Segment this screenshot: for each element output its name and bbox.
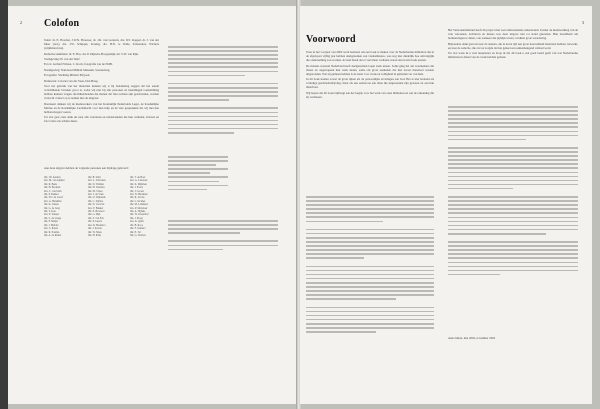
name-entry: dhr. R. Jacobs <box>130 196 145 200</box>
name-entry: dhr. J. Mulder <box>44 223 59 227</box>
name-entry: dhr. G. Wolters <box>130 233 146 237</box>
name-entry: dhr. J. Evers <box>130 186 143 190</box>
name-entry: dhr. M. Visser <box>88 189 103 193</box>
name-entry: dhr. G. de Jong <box>44 206 60 210</box>
intro-text: Tekst: dr. E. Boschet, J.W.N. Brouwer, dr. J.R. van Gorkom, drs. W.J. Kappel, dr. J. van der Meer (red.), drs. J.W. Schipper, Zondag, drs. H.N. te Velde, Schreuders, Wichers (wijkhistoricus). <box>44 38 159 51</box>
left-page-column-text <box>168 220 278 253</box>
name-entry: dhr. W. Oosterhof <box>130 213 149 217</box>
name-entry: dhr. J.P. Aalders <box>44 176 61 179</box>
name-entry: dhr. A. Nijhuis <box>130 210 146 214</box>
name-entry: mw. A. Hendriks <box>44 199 62 203</box>
body-text: In dit boek komen zowel de grote lijnen als de persoonlijke ervaringen aan bod. Het is niet bedoeld als volledige geschiedschrijving, maar als een eerbetoon aan allen die uitgezonden zijn geweest en aan hun thuisfront. <box>306 77 434 90</box>
name-entry: dhr. P. Geerts <box>88 220 102 224</box>
body-text: Daarnaast danken wij de medewerkers van het Koninklijk Nederlands Leger, de Koninklijke Marine en de Koninklijke Luchtmacht voor hun hulp en de vele gesprekken die wij met hen hebben mogen voeren. <box>44 101 159 114</box>
name-entry: dhr. N. van Zon <box>88 203 105 207</box>
name-entry: mw. L. Schouten <box>88 179 106 183</box>
name-entry: dhr. W.J. de Graaf <box>44 196 63 200</box>
names-intro: Aan deze uitgave hebben de volgende personen een bijdrage geleverd: <box>44 166 129 170</box>
name-entry: dhr. F. Meijer <box>44 220 59 224</box>
name-entry: dhr. A. de Ruiter <box>44 233 62 237</box>
body-text: Bijzondere dank gaat uit naar de auteurs, die in korte tijd een grote hoeveelheid materiaal hebben verwerkt, en naar de redactie, die ervoor zorgde dat het geheel een samenhangend verhaal werd. <box>448 41 578 50</box>
page-number-left: 2 <box>20 20 22 25</box>
name-entry: mw. A. Claassen <box>130 179 148 183</box>
name-entry: dhr. V. Groen <box>130 189 144 193</box>
colofon-heading: Colofon <box>44 18 80 29</box>
name-entry: mw. I. de Vries <box>88 193 104 197</box>
name-entry: dhr. P. Dekker <box>44 193 59 197</box>
name-entry: dhr. B. Smit <box>88 176 101 179</box>
name-entry: dhr. M. Lammers <box>130 203 149 207</box>
body-text: Tot slot wens ik u veel leesplezier en hoop ik dat dit boek u een goed beeld geeft van wat Nederlandse militairen in dienst van de vrede hebben gedaan. <box>448 51 578 60</box>
right-page <box>300 6 592 404</box>
intro-text: Naamgeving: Nationaal Militair Museum, Soesterberg. <box>44 67 111 72</box>
book-edge <box>0 0 8 409</box>
name-entry: dhr. H. Bosman <box>44 186 61 190</box>
name-entry: dhr. L. de Lange <box>44 216 62 220</box>
body-text: Voor het gebruik van het materiaal kunnen wij u bij benadering zeggen dat het aantal verschillende bronnen groot is, zodat wij niet bij alle personen en instellingen toestemming hebben kunnen vragen. Rechthebbenden die menen dat hun rechten zijn geschonden, worden verzocht contact op te nemen met de uitgever. <box>44 84 159 101</box>
name-entry: dhr. E. Brouwer <box>88 210 105 214</box>
left-page-column-text <box>168 46 278 136</box>
address-block <box>168 156 278 193</box>
name-entry: dhr. O. Wijnands <box>88 196 106 200</box>
name-entry: dhr. J. Koster <box>88 227 102 231</box>
voorwoord-column-1-continued <box>306 196 434 335</box>
name-entry: dhr. J. Ploeg <box>130 216 143 220</box>
body-text: Toen in het voorjaar van 2002 werd besloten om een boek te maken over de Nederlandse militairen die in de afgelopen vijftig jaar hebben deelgenomen aan vredesmissies, was nog niet duidelijk hoe omvangrijk die onderneming zou worden. Al snel bleek dat er veel meer verhalen waren dan in één boek passen. <box>306 50 434 63</box>
names-column <box>130 176 170 237</box>
voorwoord-column-1 <box>306 50 434 100</box>
voorwoord-heading: Voorwoord <box>306 34 356 45</box>
name-entry: mw. Y. Bakker <box>88 206 104 210</box>
intro-text: Redactiecommissie: dr. E. Bos, drs. P. Dijkstra-Hoogendijk, mr. S.W. van Rijn. <box>44 51 139 56</box>
voorwoord-column-2-continued <box>448 106 578 278</box>
name-entry: dhr. E. Tol <box>130 230 141 234</box>
name-entry: dhr. W. Maas <box>88 230 102 234</box>
name-entry: mw. N. Hermans <box>130 193 148 197</box>
name-entry: dhr. H. Veenstra <box>88 186 105 190</box>
name-entry: dhr. R. Postma <box>44 230 60 234</box>
name-entry: mw. R. Hoekstra <box>88 223 106 227</box>
names-column <box>44 176 86 237</box>
body-text: De missies waaraan Nederland heeft deelgenomen lopen sterk uiteen. Soms ging het om waarnemers die alleen en ongewapend hun werk deden, soms om grote eenheden die met zwaar materieel werden uitgezonden. Wat zij gemeen hebben is de inzet voor vrede en veiligheid in gebieden ver van huis. <box>306 63 434 76</box>
name-entry: dhr. C. Zijlstra <box>88 199 104 203</box>
name-entry: mw. M. van Alphen <box>44 179 65 183</box>
name-entry: dhr. G. Dijk <box>88 213 101 217</box>
name-entry: dhr. S. van Eck <box>88 216 104 220</box>
intro-text: Foto's: Archief NOAA, C. Koch, fotografie van de NOB. <box>44 62 113 67</box>
left-page <box>8 6 298 404</box>
name-entry: mw. C. van Dam <box>44 189 62 193</box>
name-entry: dhr. T. de Boer <box>130 176 146 179</box>
colofon-intro <box>44 38 159 125</box>
name-entry: dhr. T. Kok <box>44 210 56 214</box>
name-entry: dhr. B. Roos <box>130 223 143 227</box>
intro-text: Drukwerk: Coloriet van der Veen, Den Haag. <box>44 78 99 83</box>
voorwoord-column-2 <box>448 28 578 61</box>
body-text: Het Veteraneninstituut heeft dit project met veel enthousiasme ondersteund. Zonder de medewerking van de vele veteranen, archieven en musea was deze uitgave niet tot stand gekomen. Hun bereidheid om herinneringen te delen, ook wanneer die pijnlijk waren, verdient grote waardering. <box>448 28 578 41</box>
names-column <box>88 176 130 237</box>
name-entry: dhr. F. Sanders <box>130 227 146 231</box>
name-entry: dhr. K. Jansen <box>44 203 59 207</box>
signature: Anna Marsi, mei 2002, november 2002 <box>448 336 496 340</box>
name-entry: mw. S. Peters <box>44 227 59 231</box>
page-number-right: 3 <box>582 20 584 25</box>
name-entry: mw. K. Quist <box>130 220 144 224</box>
name-entry: dhr. H. Prins <box>88 233 102 237</box>
name-entry: dhr. K. Dijkman <box>130 182 147 186</box>
body-text: Tot slot gaat onze dank uit naar alle veteranen en nabestaanden die hun verhalen, brieven en foto's met ons wilden delen. <box>44 115 159 124</box>
name-entry: dhr. R. Beek <box>44 182 57 186</box>
body-text: Wij hopen dat dit boek bijdraagt aan het begrip voor het werk van onze militairen en aan de erkenning die zij verdienen. <box>306 90 434 99</box>
name-entry: dhr. D. Timmer <box>88 182 104 186</box>
name-entry: mw. E. Kuiper <box>44 213 60 217</box>
name-entry: mw. P. Molenaar <box>130 206 148 210</box>
intro-text: Fotografie: Stichting Militair Erfgoed. <box>44 73 90 78</box>
name-entry: dhr. L. Kramer <box>130 199 146 203</box>
intro-text: Vormgeving: H. van der Werf. <box>44 56 81 61</box>
